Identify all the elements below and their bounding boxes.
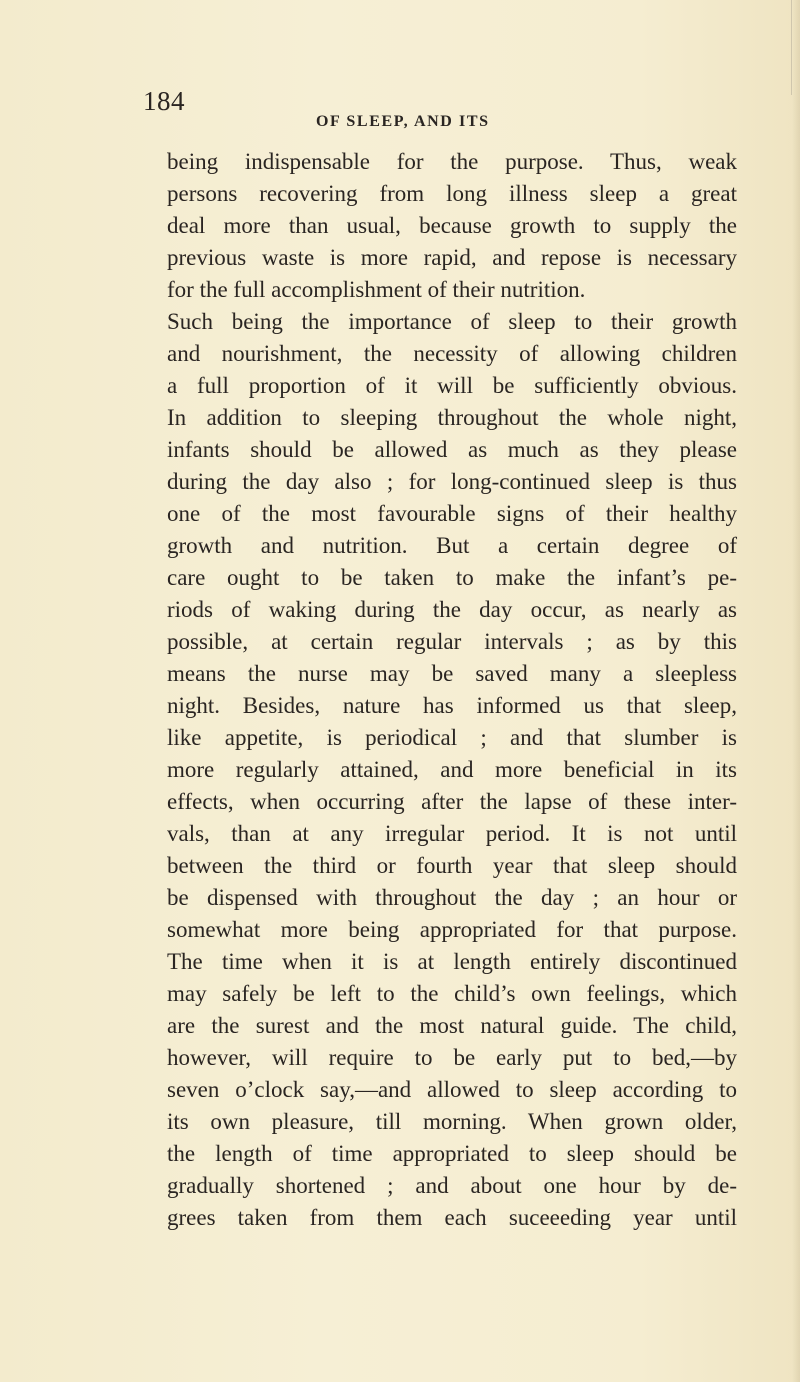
text-line: between the third or fourth year that sleep should xyxy=(167,853,737,878)
page-edge-line xyxy=(791,0,792,95)
text-line: The time when it is at length entirely discontinued xyxy=(167,949,737,974)
text-line: In addition to sleeping throughout the whole night, xyxy=(167,405,737,430)
text-line: effects, when occurring after the lapse of these inter- xyxy=(167,789,737,814)
text-line: infants should be allowed as much as they please xyxy=(167,437,737,462)
text-line: be dispensed with throughout the day ; an hour or xyxy=(167,885,737,910)
page-number: 184 xyxy=(143,86,185,116)
text-line: grees taken from them each suceeeding year until xyxy=(167,1205,737,1230)
text-line: riods of waking during the day occur, as nearly as xyxy=(167,597,737,622)
text-line: more regularly attained, and more beneficial in its xyxy=(167,757,737,782)
text-line: somewhat more being appropriated for that purpose. xyxy=(167,917,737,942)
text-line: possible, at certain regular intervals ; as by this xyxy=(167,629,737,654)
text-line: are the surest and the most natural guide. The child, xyxy=(167,1013,737,1038)
text-line: may safely be left to the child’s own feelings, which xyxy=(167,981,737,1006)
text-line: seven o’clock say,—and allowed to sleep according to xyxy=(167,1077,737,1102)
page-edge-shadow xyxy=(792,0,800,1382)
text-line: growth and nutrition. But a certain degree of xyxy=(167,533,737,558)
text-line: its own pleasure, till morning. When grown older, xyxy=(167,1109,737,1134)
text-line: one of the most favourable signs of their healthy xyxy=(167,501,737,526)
text-line: vals, than at any irregular period. It is not until xyxy=(167,821,737,846)
running-head: OF SLEEP, AND ITS xyxy=(316,113,490,130)
text-line: persons recovering from long illness sleep a great xyxy=(167,181,737,206)
text-line: during the day also ; for long-continued sleep is thus xyxy=(167,469,737,494)
text-line: the length of time appropriated to sleep should be xyxy=(167,1141,737,1166)
text-line: gradually shortened ; and about one hour by de- xyxy=(167,1173,737,1198)
text-line: a full proportion of it will be sufficiently obvious. xyxy=(167,373,737,398)
text-line: however, will require to be early put to bed,—by xyxy=(167,1045,737,1070)
text-line: being indispensable for the purpose. Thus, weak xyxy=(167,149,737,174)
text-line: means the nurse may be saved many a sleepless xyxy=(167,661,737,686)
text-line: night. Besides, nature has informed us that sleep, xyxy=(167,693,737,718)
text-line: for the full accomplishment of their nutrition. xyxy=(167,277,586,302)
text-line: previous waste is more rapid, and repose is necessary xyxy=(167,245,737,270)
text-line: Such being the importance of sleep to their growth xyxy=(167,309,737,334)
body-text xyxy=(167,146,737,1234)
text-line: deal more than usual, because growth to supply the xyxy=(167,213,737,238)
text-line: care ought to be taken to make the infant’s pe- xyxy=(167,565,737,590)
text-line: like appetite, is periodical ; and that slumber is xyxy=(167,725,737,750)
text-line: and nourishment, the necessity of allowing children xyxy=(167,341,737,366)
